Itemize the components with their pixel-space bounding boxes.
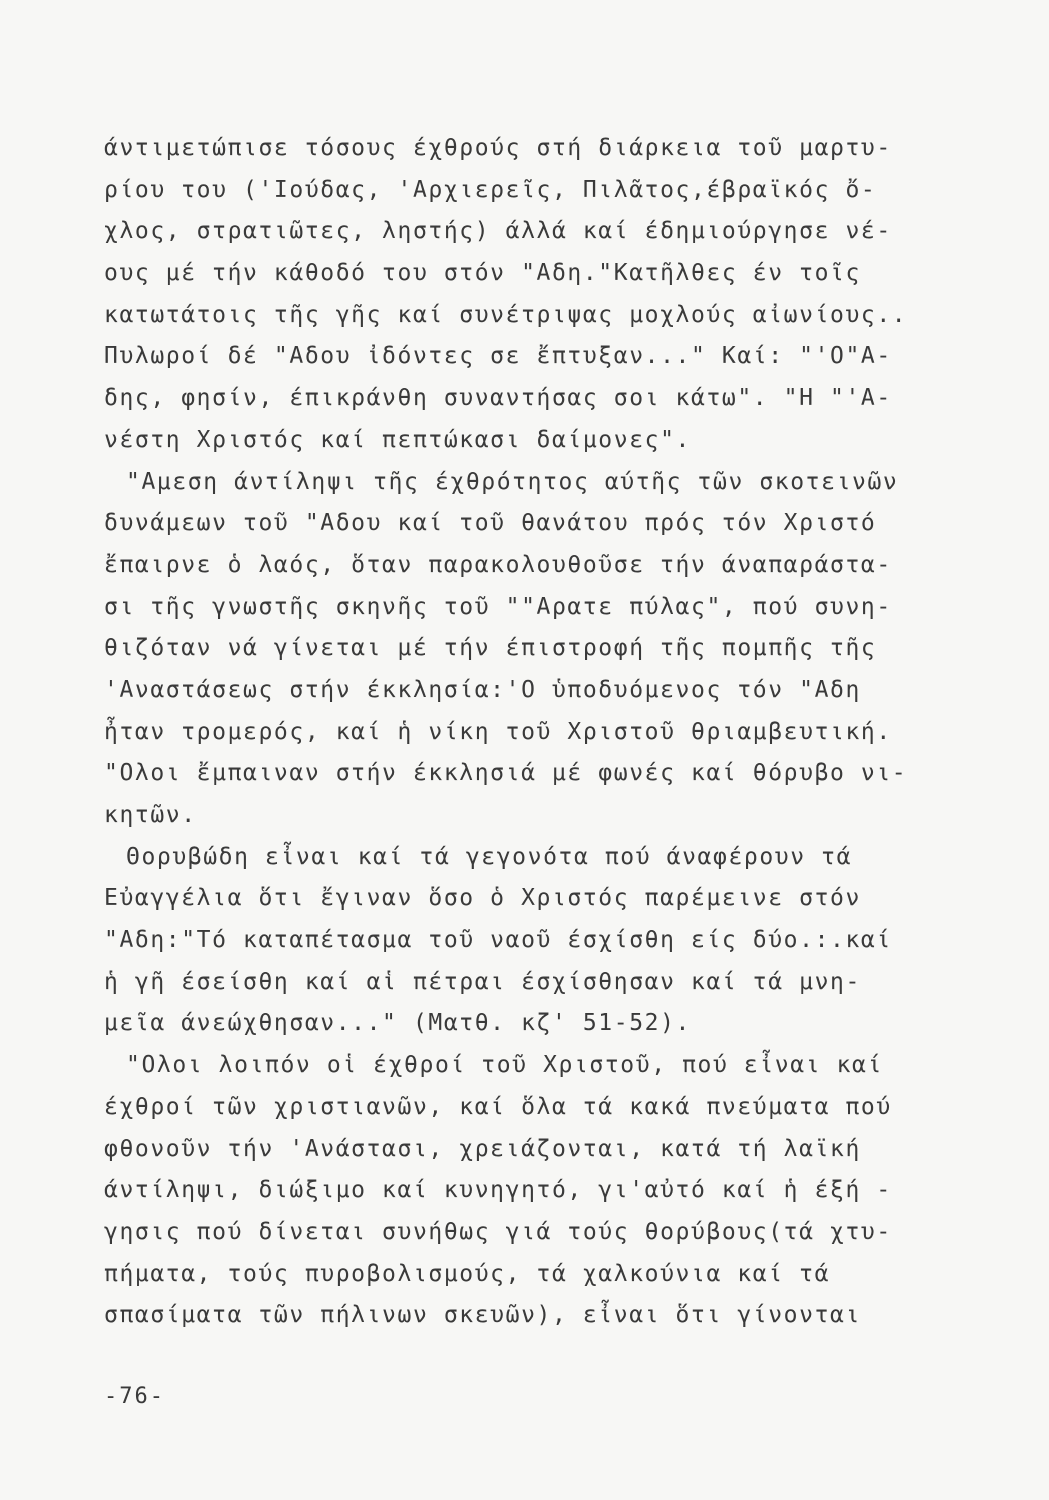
text-line: άντίληψι, διώξιμο καί κυνηγητό, γι'αὐτό καί ἡ έξή - bbox=[104, 1177, 892, 1204]
text-line: γησις πού δίνεται συνήθως γιά τούς θορύβους(τά χτυ- bbox=[104, 1218, 892, 1245]
text-line: έχθροί τῶν χριστιανῶν, καί ὅλα τά κακά πνεύματα πού bbox=[104, 1093, 892, 1120]
text-line: ἦταν τρομερός, καί ἡ νίκη τοῦ Χριστοῦ θριαμβευτική. bbox=[104, 718, 892, 745]
page-number: -76- bbox=[104, 1384, 165, 1409]
text-line: ἡ γῆ έσείσθη καί αἱ πέτραι έσχίσθησαν καί τά μνη- bbox=[104, 968, 861, 995]
text-line: θιζόταν νά γίνεται μέ τήν έπιστροφή τῆς πομπῆς τῆς bbox=[104, 635, 877, 662]
text-line: σπασίματα τῶν πήλινων σκευῶν), εἶναι ὅτι γίνονται bbox=[104, 1302, 861, 1329]
text-line: "Ολοι ἔμπαιναν στήν έκκλησιά μέ φωνές καί θόρυβο νι- bbox=[104, 760, 908, 787]
text-line: άντιμετώπισε τόσους έχθρούς στή διάρκεια τοῦ μαρτυ- bbox=[104, 135, 892, 161]
text-line: κατωτάτοις τῆς γῆς καί συνέτριψας μοχλούς αἰωνίους.. bbox=[104, 301, 908, 328]
text-line: δης, φησίν, έπικράνθη συναντήσας σοι κάτω". "Η "'Α- bbox=[104, 385, 892, 412]
text-line: σι τῆς γνωστῆς σκηνῆς τοῦ ""Αρατε πύλας", πού συνη- bbox=[104, 593, 892, 620]
text-line: ους μέ τήν κάθοδό του στόν "Αδη."Κατῆλθες έν τοῖς bbox=[104, 260, 861, 287]
text-line: Εὐαγγέλια ὅτι ἔγιναν ὅσο ὁ Χριστός παρέμεινε στόν bbox=[104, 885, 861, 912]
text-line: μεῖα άνεώχθησαν..." (Ματθ. κζ' 51-52). bbox=[104, 1010, 691, 1037]
text-line: "Αμεση άντίληψι τῆς έχθρότητος αύτῆς τῶν σκοτεινῶν bbox=[126, 468, 899, 495]
text-line: ρίου του ('Ιούδας, 'Αρχιερεῖς, Πιλᾶτος,έβραϊκός ὄ- bbox=[104, 176, 877, 203]
text-line: Πυλωροί δέ "Αδου ἰδόντες σε ἔπτυξαν..." Καί: "'Ο"Α- bbox=[104, 343, 892, 370]
text-line: πήματα, τούς πυροβολισμούς, τά χαλκούνια καί τά bbox=[104, 1260, 831, 1287]
text-line: 'Αναστάσεως στήν έκκλησία:'Ο ὑποδυόμενος τόν "Αδη bbox=[104, 676, 861, 703]
text-line: νέστη Χριστός καί πεπτώκασι δαίμονες". bbox=[104, 426, 691, 453]
text-line: Θορυβώδη εἶναι καί τά γεγονότα πού άναφέρουν τά bbox=[126, 843, 853, 870]
text-line: χλος, στρατιῶτες, ληστής) άλλά καί έδημιούργησε νέ- bbox=[104, 218, 892, 245]
text-line: κητῶν. bbox=[104, 802, 197, 828]
text-line: φθονοῦν τήν 'Ανάστασι, χρειάζονται, κατά τή λαϊκή bbox=[104, 1135, 861, 1162]
body-text bbox=[104, 128, 984, 1337]
text-line: ἔπαιρνε ὁ λαός, ὅταν παρακολουθοῦσε τήν άναπαράστα- bbox=[104, 551, 892, 578]
text-line: δυνάμεων τοῦ "Αδου καί τοῦ θανάτου πρός τόν Χριστό bbox=[104, 510, 877, 537]
text-line: "Ολοι λοιπόν οἱ έχθροί τοῦ Χριστοῦ, πού εἶναι καί bbox=[126, 1052, 883, 1079]
text-line: "Αδη:"Τό καταπέτασμα τοῦ ναοῦ έσχίσθη είς δύο.:.καί bbox=[104, 927, 892, 954]
